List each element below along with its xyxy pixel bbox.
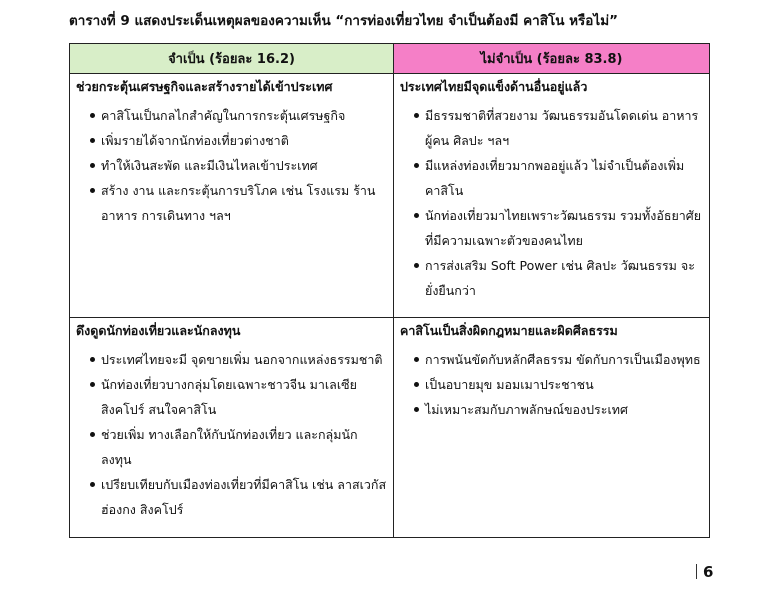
section-title-attract: ดึงดูดนักท่องเที่ยวและนักลงทุน (76, 323, 241, 338)
list-item: มีธรรมชาติที่สวยงาม วัฒนธรรมอันโดดเด่น อาหาร ผู้คน ศิลปะ ฯลฯ (414, 103, 703, 153)
list-item: นักท่องเที่ยวบางกลุ่มโดยเฉพาะชาวจีน มาเลเซีย สิงคโปร์ สนใจคาสิโน (90, 372, 387, 422)
table-row (70, 74, 710, 318)
page-divider (696, 564, 697, 579)
list-item: ไม่เหมาะสมกับภาพลักษณ์ของประเทศ (414, 397, 703, 422)
list-item: การพนันขัดกับหลักศีลธรรม ขัดกับการเป็นเมืองพุทธ (414, 347, 703, 372)
list-item: เปรียบเทียบกับเมืองท่องเที่ยวที่มีคาสิโน เช่น ลาสเวกัส ฮ่องกง สิงคโปร์ (90, 472, 387, 522)
list-item: ทำให้เงินสะพัด และมีเงินไหลเข้าประเทศ (90, 153, 387, 178)
cell-strengths (394, 74, 710, 318)
comparison-table (69, 43, 710, 538)
list-item: ประเทศไทยจะมี จุดขายเพิ่ม นอกจากแหล่งธรรมชาติ (90, 347, 387, 372)
section-title-strengths: ประเทศไทยมีจุดแข็งด้านอื่นอยู่แล้ว (400, 79, 588, 94)
cell-illegal (394, 318, 710, 538)
cell-economy (70, 74, 394, 318)
page-number-value: 6 (703, 563, 714, 581)
illegal-list (400, 347, 703, 422)
list-item: การส่งเสริม Soft Power เช่น ศิลปะ วัฒนธรรม จะยั่งยืนกว่า (414, 253, 703, 303)
section-title-illegal: คาสิโนเป็นสิ่งผิดกฎหมายและผิดศีลธรรม (400, 323, 618, 338)
list-item: สร้าง งาน และกระตุ้นการบริโภค เช่น โรงแรม ร้านอาหาร การเดินทาง ฯลฯ (90, 178, 387, 228)
list-item: มีแหล่งท่องเที่ยวมากพออยู่แล้ว ไม่จำเป็นต้องเพิ่ม คาสิโน (414, 153, 703, 203)
list-item: คาสิโนเป็นกลไกสำคัญในการกระตุ้นเศรษฐกิจ (90, 103, 387, 128)
page-number (696, 563, 713, 581)
strengths-list (400, 103, 703, 303)
list-item: เป็นอบายมุข มอมเมาประชาชน (414, 372, 703, 397)
list-item: เพิ่มรายได้จากนักท่องเที่ยวต่างชาติ (90, 128, 387, 153)
table-header-row (70, 44, 710, 74)
table-caption: ตารางที่ 9 แสดงประเด็นเหตุผลของความเห็น “การท่องเที่ยวไทย จำเป็นต้องมี คาสิโน หรือไม่” (69, 13, 618, 29)
list-item: นักท่องเที่ยวมาไทยเพราะวัฒนธรรม รวมทั้งอัธยาศัยที่มีความเฉพาะตัวของคนไทย (414, 203, 703, 253)
economy-list (76, 103, 387, 228)
cell-attract (70, 318, 394, 538)
attract-list (76, 347, 387, 522)
list-item: ช่วยเพิ่ม ทางเลือกให้กับนักท่องเที่ยว และกลุ่มนักลงทุน (90, 422, 387, 472)
header-not-necessary: ไม่จำเป็น (ร้อยละ 83.8) (394, 44, 710, 74)
table-row (70, 318, 710, 538)
section-title-economy: ช่วยกระตุ้นเศรษฐกิจและสร้างรายได้เข้าประเทศ (76, 79, 333, 94)
header-necessary: จำเป็น (ร้อยละ 16.2) (70, 44, 394, 74)
